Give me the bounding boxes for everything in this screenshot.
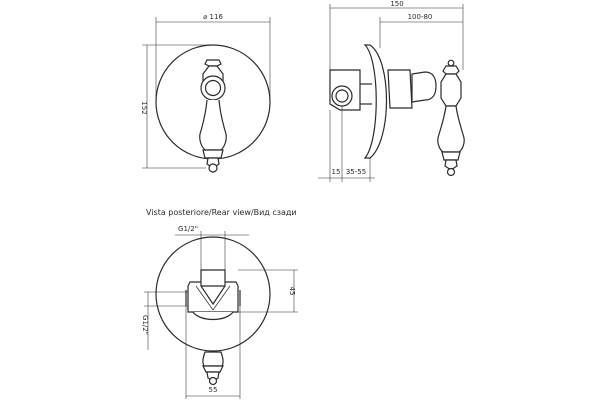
rear-view — [141, 225, 298, 399]
side-range-label: 100-80 — [407, 13, 433, 21]
side-total-label: 150 — [390, 0, 404, 8]
rear-g12-top-label: G1/2" — [178, 225, 198, 233]
front-height-label: 152 — [140, 101, 148, 115]
front-dia-label: ⌀ 116 — [203, 13, 223, 21]
rear-55-label: 55 — [208, 386, 218, 394]
side-35-55-label: 35-55 — [345, 168, 367, 176]
side-handle — [438, 60, 464, 175]
front-view — [140, 13, 270, 172]
side-plate — [365, 45, 387, 158]
side-view — [318, 0, 464, 182]
rear-body — [186, 270, 240, 320]
rear-view-title: Vista posteriore/Rear view/Вид сзади — [146, 208, 297, 217]
side-15-label: 15 — [331, 168, 341, 176]
rear-g12-left-label: G1/2" — [141, 315, 149, 335]
front-handle — [200, 60, 227, 172]
side-stem-block — [388, 70, 412, 108]
rear-45-label: 45 — [288, 286, 296, 296]
rear-handle — [203, 352, 223, 385]
